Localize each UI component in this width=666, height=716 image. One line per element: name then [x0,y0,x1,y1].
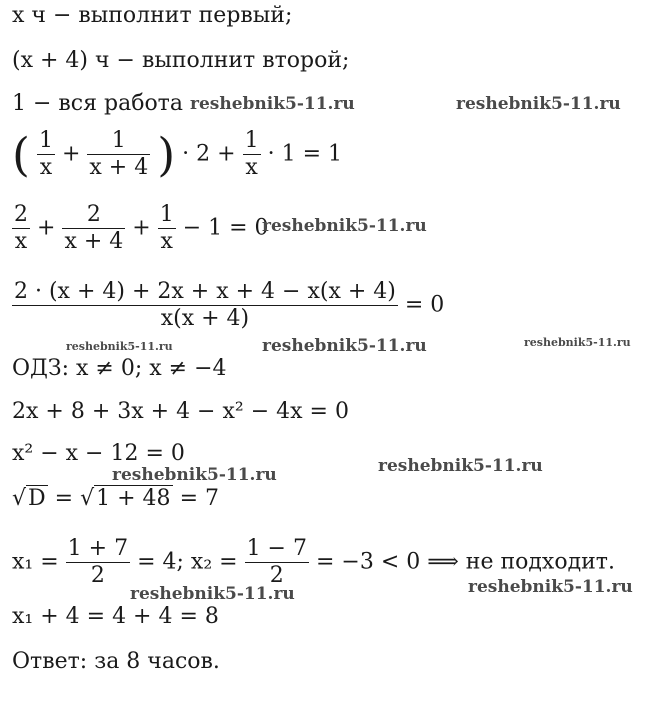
equation-tail: = 0 [404,292,445,318]
watermark: reshebnik5-11.ru [468,577,633,597]
radicand: 1 + 48 [96,486,171,511]
denominator: x [245,155,258,180]
equation-tail: = 7 [179,486,219,511]
fraction [158,202,176,255]
operator: = [54,486,74,511]
numerator: 1 − 7 [246,536,307,561]
denominator: 2 [269,563,284,588]
numerator: 2 · (x + 4) + 2x + x + 4 − x(x + 4) [14,279,396,304]
fraction [243,128,261,181]
denominator: x(x + 4) [160,306,250,331]
watermark: reshebnik5-11.ru [378,456,543,476]
equation-tail: = −3 < 0 ⟹ не подходит. [315,549,615,575]
line-7-domain: ОДЗ: x ≠ 0; x ≠ −4 [12,356,227,381]
operator: + [61,141,81,167]
line-2: (x + 4) ч − выполнит второй; [12,48,350,73]
fraction [66,536,130,589]
fraction [12,202,30,255]
line-8: 2x + 8 + 3x + 4 − x² − 4x = 0 [12,399,349,424]
line-13-answer: Ответ: за 8 часов. [12,649,220,674]
watermark: reshebnik5-11.ru [130,584,295,604]
fraction [12,279,398,332]
equation-mid: = 4; x₂ = [137,549,238,575]
line-12: x₁ + 4 = 4 + 4 = 8 [12,604,219,629]
numerator: 1 [38,128,53,153]
numerator: 1 + 7 [67,536,129,561]
sqrt-sign: √ [12,486,27,511]
watermark: reshebnik5-11.ru [262,336,427,356]
root-label: x₁ = [12,549,59,575]
equation-tail: − 1 = 0 [182,215,269,241]
operator: · 2 + [182,141,236,167]
line-4-equation [12,128,342,181]
operator: + [37,215,56,241]
line-5-equation [12,202,269,255]
fraction [62,202,125,255]
denominator: x [14,229,28,254]
fraction [87,128,150,181]
close-paren: ) [157,127,176,182]
numerator: 2 [14,202,28,227]
open-paren: ( [12,127,30,182]
operator: + [132,215,151,241]
watermark: reshebnik5-11.ru [112,465,277,485]
fraction [37,128,55,181]
watermark: reshebnik5-11.ru [66,340,173,353]
watermark: reshebnik5-11.ru [262,216,427,236]
line-10-discriminant [12,485,219,513]
denominator: x [160,229,173,254]
denominator: x + 4 [89,155,149,180]
numerator: 2 [62,202,125,229]
sqrt-sign: √ [80,486,95,511]
fraction [245,536,309,589]
line-3: 1 − вся работа [12,91,183,116]
denominator: 2 [90,563,105,588]
equation-tail: · 1 = 1 [267,141,342,167]
line-1: x ч − выполнит первый; [12,3,293,28]
watermark: reshebnik5-11.ru [456,94,621,114]
numerator: 1 [87,128,150,155]
denominator: x + 4 [64,229,124,254]
watermark: reshebnik5-11.ru [524,336,631,349]
watermark: reshebnik5-11.ru [190,94,355,114]
radicand: D [28,486,46,511]
denominator: x [39,155,53,180]
numerator: 1 [159,202,174,227]
line-6-equation [12,279,444,332]
numerator: 1 [244,128,259,153]
line-9: x² − x − 12 = 0 [12,441,185,466]
